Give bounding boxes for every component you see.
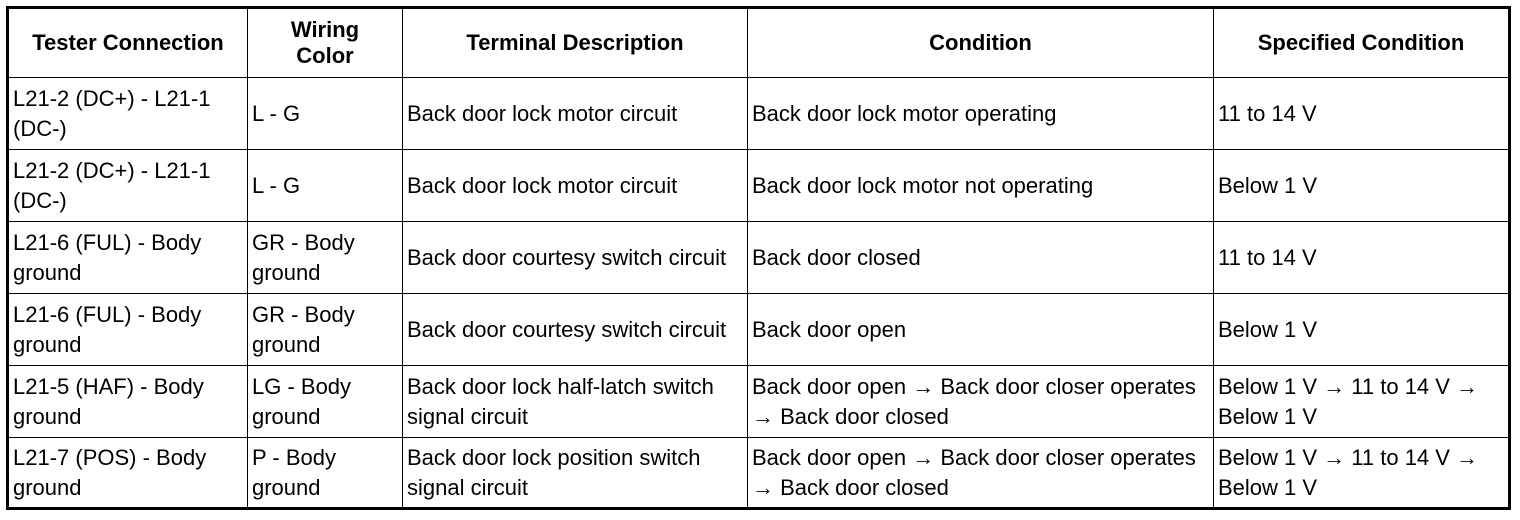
header-tester-connection: Tester Connection (8, 8, 248, 78)
tester-connection-cell: L21-7 (POS) - Body ground (8, 438, 248, 509)
tester-connection-cell: L21-2 (DC+) - L21-1 (DC-) (8, 150, 248, 222)
specification-table (6, 6, 1511, 510)
header-condition: Condition (748, 8, 1214, 78)
condition-cell: Back door closed (748, 222, 1214, 294)
wiring-color-cell: LG - Body ground (248, 366, 403, 438)
specified-condition-cell: Below 1 V (1214, 150, 1510, 222)
specified-condition-cell: Below 1 V → 11 to 14 V → Below 1 V (1214, 366, 1510, 438)
header-specified-condition: Specified Condition (1214, 8, 1510, 78)
wiring-color-cell: L - G (248, 150, 403, 222)
table-row (8, 222, 1510, 294)
condition-cell: Back door lock motor not operating (748, 150, 1214, 222)
table-row (8, 366, 1510, 438)
condition-cell: Back door lock motor operating (748, 78, 1214, 150)
wiring-color-cell: P - Body ground (248, 438, 403, 509)
tester-connection-cell: L21-5 (HAF) - Body ground (8, 366, 248, 438)
condition-cell: Back door open (748, 294, 1214, 366)
terminal-description-cell: Back door lock position switch signal circuit (403, 438, 748, 509)
header-terminal-description: Terminal Description (403, 8, 748, 78)
condition-cell: Back door open → Back door closer operates → Back door closed (748, 366, 1214, 438)
table-row (8, 78, 1510, 150)
table-row (8, 150, 1510, 222)
wiring-color-cell: GR - Body ground (248, 294, 403, 366)
tester-connection-cell: L21-6 (FUL) - Body ground (8, 222, 248, 294)
specified-condition-cell: 11 to 14 V (1214, 78, 1510, 150)
terminal-description-cell: Back door lock motor circuit (403, 78, 748, 150)
wiring-color-cell: GR - Body ground (248, 222, 403, 294)
specified-condition-cell: Below 1 V (1214, 294, 1510, 366)
terminal-description-cell: Back door courtesy switch circuit (403, 222, 748, 294)
condition-cell: Back door open → Back door closer operates → Back door closed (748, 438, 1214, 509)
header-wiring-color: Wiring Color (248, 8, 403, 78)
table-row (8, 438, 1510, 509)
header-row (8, 8, 1510, 78)
specified-condition-cell: 11 to 14 V (1214, 222, 1510, 294)
tester-connection-cell: L21-2 (DC+) - L21-1 (DC-) (8, 78, 248, 150)
specified-condition-cell: Below 1 V → 11 to 14 V → Below 1 V (1214, 438, 1510, 509)
wiring-color-cell: L - G (248, 78, 403, 150)
terminal-description-cell: Back door courtesy switch circuit (403, 294, 748, 366)
table-row (8, 294, 1510, 366)
tester-connection-cell: L21-6 (FUL) - Body ground (8, 294, 248, 366)
terminal-description-cell: Back door lock motor circuit (403, 150, 748, 222)
terminal-description-cell: Back door lock half-latch switch signal circuit (403, 366, 748, 438)
